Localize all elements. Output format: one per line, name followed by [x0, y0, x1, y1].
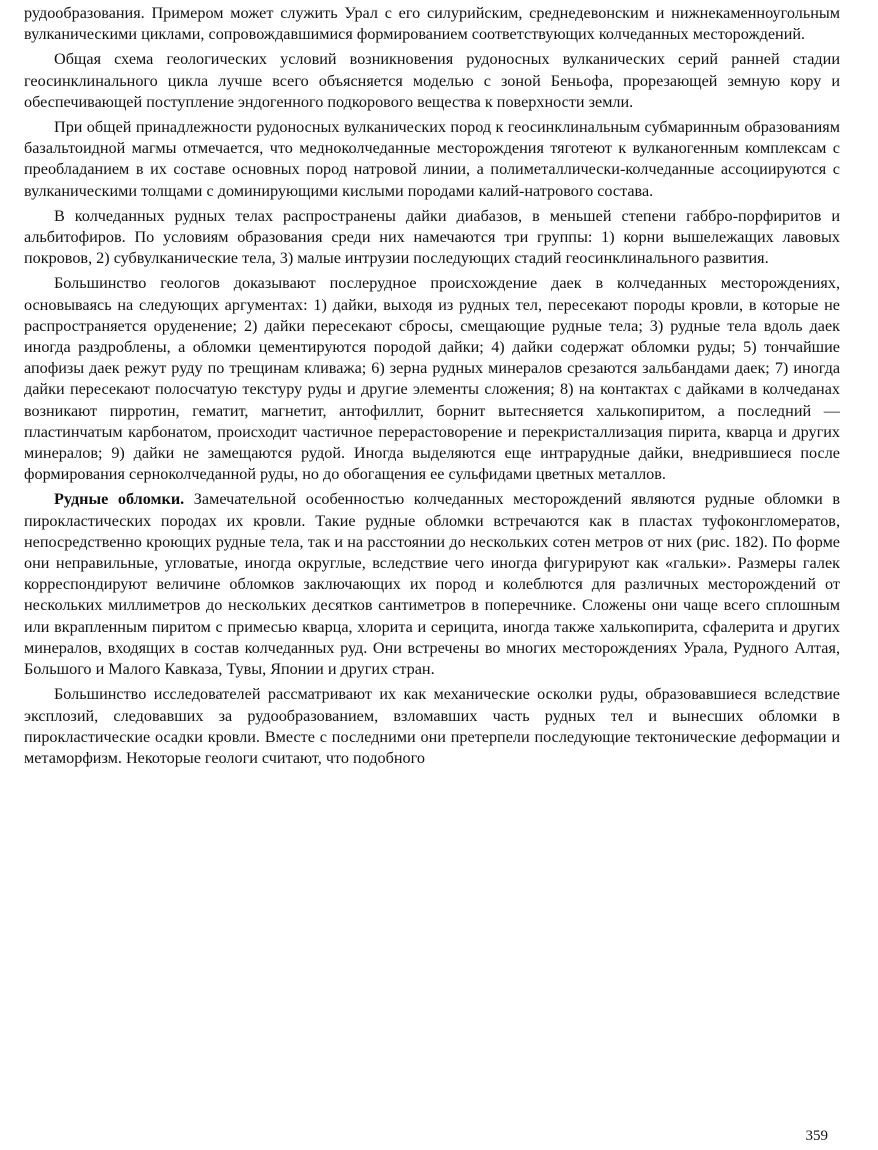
paragraph-1 [24, 3, 840, 45]
paragraph-6-text: Замечательной особенностью колчеданных месторождений являются рудные обломки в пирокластических породах их кровли. Такие рудные обломки встречаются как в пластах туфоконгломератов, непосредственно кроющих рудные тела, так и на расстоянии до нескольких сотен метров от них (рис. 182). По форме они неправильные, угловатые, иногда округлые, вследствие чего иногда фигурируют как «гальки». Размеры галек корреспондируют величине обломков заключающих их пород и колеблются для различных месторождений от нескольких миллиметров до нескольких десятков сантиметров в поперечнике. Сложены они чаще всего сплошным или вкрапленным пиритом с примесью кварца, хлорита и серицита, иногда также халькопирита, сфалерита и других минералов, входящих в состав колчеданных руд. Они встречены во многих месторождениях Урала, Рудного Алтая, Большого и Малого Кавказа, Тувы, Японии и других стран. [24, 490, 840, 679]
paragraph-3-text: При общей принадлежности рудоносных вулканических пород к геосинклинальным субмаринным образованиям базальтоидной магмы отмечается, что медноколчеданные месторождения тяготеют к вулканогенным комплексам с преобладанием в их составе основных пород натровой линии, а полиметаллически-колчеданные ассоциируются с вулканическими толщами с доминирующими кислыми породами калий-натрового состава. [24, 118, 840, 200]
paragraph-3 [24, 117, 840, 202]
paragraph-5 [24, 273, 840, 485]
paragraph-4 [24, 206, 840, 270]
paragraph-6 [24, 489, 840, 680]
paragraph-7-text: Большинство исследователей рассматривают их как механические осколки руды, образовавшиеся вследствие эксплозий, следовавших за рудообразованием, взломавших часть рудных тел и вынесших обломки в пирокластические осадки кровли. Вместе с последними они претерпели последующие тектонические деформации и метаморфизм. Некоторые геологи считают, что подобного [24, 685, 840, 767]
paragraph-7 [24, 684, 840, 769]
page-body [24, 3, 840, 773]
section-run-in-heading: Рудные обломки. [54, 490, 185, 509]
paragraph-4-text: В колчеданных рудных телах распространены дайки диабазов, в меньшей степени габбро-порфиритов и альбитофиров. По условиям образования среди них намечаются три группы: 1) корни вышележащих лавовых покровов, 2) субвулканические тела, 3) малые интрузии последующих стадий геосинклинального развития. [24, 206, 840, 268]
paragraph-5-text: Большинство геологов доказывают послерудное происхождение даек в колчеданных месторождениях, основываясь на следующих аргументах: 1) дайки, выходя из рудных тел, пересекают породы кровли, в которые не распространяется оруденение; 2) дайки пересекают сбросы, смещающие рудные тела; 3) рудные тела вдоль даек иногда раздроблены, а обломки цементируются породой дайки; 4) дайки содержат обломки руды; 5) тончайшие апофизы даек режут руду по трещинам кливажа; 6) зерна рудных минералов срезаются зальбандами даек; 7) иногда дайки пересекают полосчатую текстуру руды и другие элементы сложения; 8) на контактах с дайками в колчеданах возникают пирротин, гематит, магнетит, антофиллит, борнит вытесняется халькопиритом, а последний — пластинчатым карбонатом, происходит частичное перерастоворение и перекристаллизация пирита, кварца и других минералов; 9) дайки не замещаются рудой. Иногда выделяются еще интрарудные дайки, внедрившиеся после формирования серноколчеданной руды, но до обогащения ее сульфидами цветных металлов. [24, 274, 840, 484]
paragraph-2-text: Общая схема геологических условий возникновения рудоносных вулканических серий ранней стадии геосинклинального цикла лучше всего объясняется моделью с зоной Беньофа, прорезающей земную кору и обеспечивающей поступление эндогенного подкорового вещества к поверхности земли. [24, 50, 840, 111]
page-number: 359 [805, 1128, 828, 1144]
paragraph-1-text: рудообразования. Примером может служить Урал с его силурийским, среднедевонским и нижнекаменноугольным вулканическими циклами, сопровождавшимися формированием соответствующих колчеданных месторождений. [24, 4, 840, 44]
paragraph-2 [24, 49, 840, 113]
